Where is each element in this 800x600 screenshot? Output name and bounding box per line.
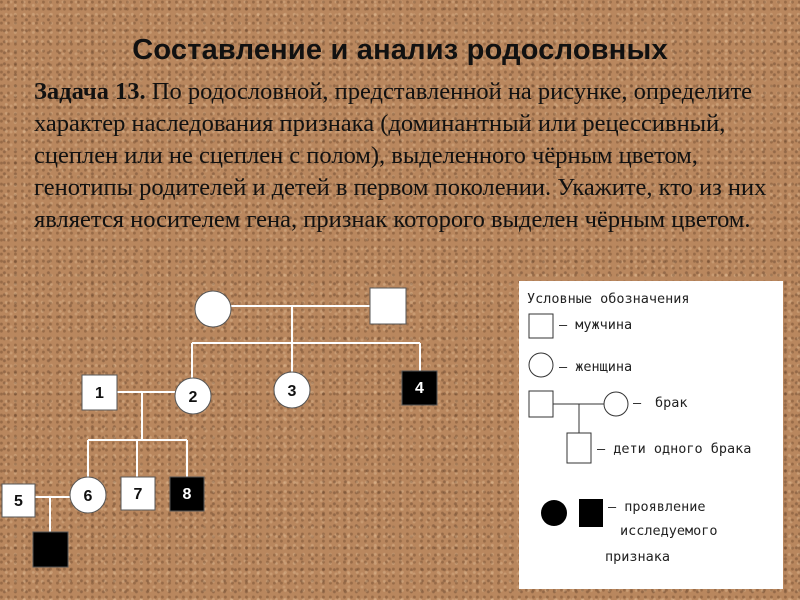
person-1-label: 1 — [95, 385, 104, 402]
page-title: Составление и анализ родословных — [132, 34, 668, 66]
legend-marriage-label: брак — [655, 395, 688, 411]
legend-panel — [519, 281, 783, 589]
legend-child-symbol — [567, 433, 591, 463]
grandfather-male-symbol — [370, 288, 406, 324]
legend-marriage-dash: – — [633, 395, 642, 411]
person-5-label: 5 — [14, 493, 23, 510]
legend-affected-female-symbol — [541, 500, 567, 526]
legend-female-symbol — [529, 353, 553, 377]
person-4-label: 4 — [415, 380, 424, 397]
legend-trait-line3: признака — [605, 549, 671, 565]
grandmother-female-symbol — [195, 291, 231, 327]
legend-male-label: – мужчина — [559, 317, 633, 333]
legend-trait-line2: исследуемого — [620, 523, 718, 539]
task-label: Задача 13. — [34, 78, 146, 105]
legend-affected-male-symbol — [579, 499, 603, 527]
legend-male-symbol — [529, 314, 553, 338]
legend-marriage-male-symbol — [529, 391, 553, 417]
legend-marriage-female-symbol — [604, 392, 628, 416]
legend-trait-line1: – проявление — [608, 499, 706, 515]
legend-title: Условные обозначения — [527, 291, 690, 307]
person-8-label: 8 — [182, 486, 192, 503]
legend-female-label: – женщина — [559, 359, 633, 375]
person-7-label: 7 — [133, 486, 143, 503]
task-body: По родословной, представленной на рисунке, определите характер наследования признака (доминантный или рецессивный, сцеплен или не сцеплен с полом), выделенного чёрным цветом, генотипы родителей и детей в первом поколении. Укажите, кто из них является носителем гена, признак которого выделен чёрным цветом. — [34, 78, 767, 233]
person-2-label: 2 — [188, 389, 198, 406]
grandson-affected-male-symbol — [33, 532, 68, 567]
person-3-label: 3 — [287, 383, 297, 400]
legend-svg — [519, 281, 783, 589]
person-6-label: 6 — [83, 488, 93, 505]
legend-children-label: – дети одного брака — [597, 441, 752, 457]
